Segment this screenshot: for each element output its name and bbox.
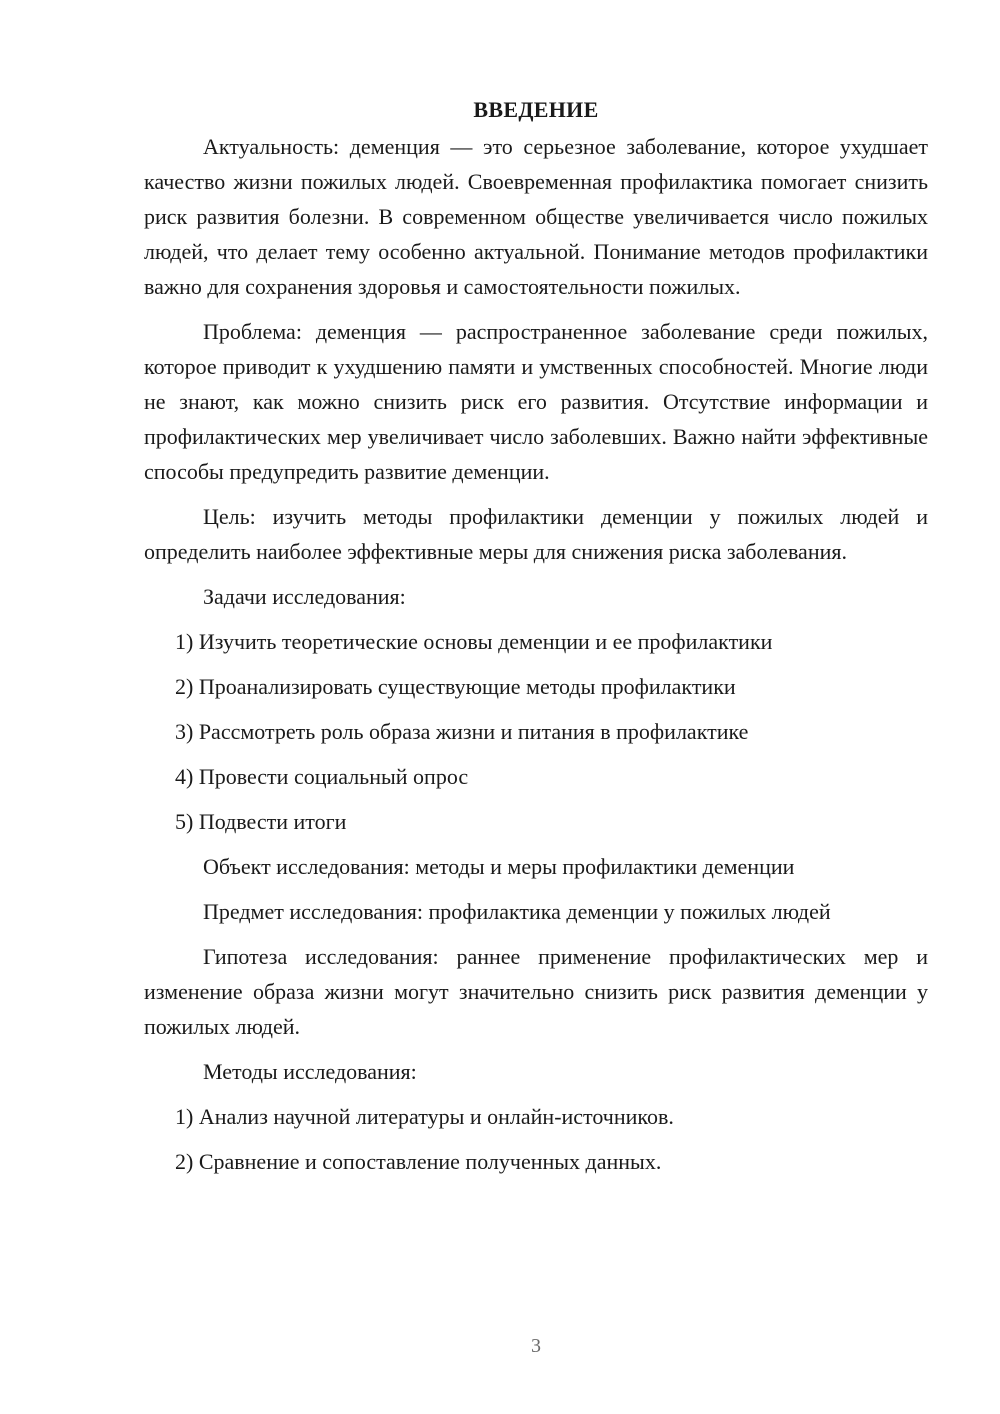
tasks-heading: Задачи исследования: [203, 584, 406, 609]
list-item: 5) Подвести итоги [175, 809, 347, 834]
object-paragraph: Объект исследования: методы и меры профилактики деменции [203, 854, 795, 879]
page-content [144, 92, 928, 1189]
problem-paragraph: Проблема: деменция — распространенное заболевание среди пожилых, которое приводит к ухудшению памяти и умственных способностей. Многие люди не знают, как можно снизить риск его развития. Отсутствие информации и профилактических мер увеличивает число заболевших. Важно найти эффективные способы предупредить развитие деменции. [144, 319, 928, 484]
page-number: 3 [531, 1335, 541, 1357]
methods-list [144, 1099, 928, 1179]
methods-heading: Методы исследования: [203, 1059, 417, 1084]
list-item: 2) Проанализировать существующие методы профилактики [175, 674, 736, 699]
page-title: ВВЕДЕНИЕ [473, 97, 599, 122]
list-item: 1) Анализ научной литературы и онлайн-источников. [175, 1104, 674, 1129]
list-item: 2) Сравнение и сопоставление полученных данных. [175, 1149, 662, 1174]
relevance-paragraph: Актуальность: деменция — это серьезное заболевание, которое ухудшает качество жизни пожилых людей. Своевременная профилактика помогает снизить риск развития болезни. В современном обществе увеличивается число пожилых людей, что делает тему особенно актуальной. Понимание методов профилактики важно для сохранения здоровья и самостоятельности пожилых. [144, 134, 928, 299]
subject-paragraph: Предмет исследования: профилактика деменции у пожилых людей [203, 899, 831, 924]
list-item: 1) Изучить теоретические основы деменции и ее профилактики [175, 629, 773, 654]
list-item: 3) Рассмотреть роль образа жизни и питания в профилактике [175, 719, 749, 744]
tasks-list [144, 624, 928, 839]
goal-paragraph: Цель: изучить методы профилактики деменции у пожилых людей и определить наиболее эффективные меры для снижения риска заболевания. [144, 504, 928, 564]
list-item: 4) Провести социальный опрос [175, 764, 469, 789]
hypothesis-paragraph: Гипотеза исследования: раннее применение профилактических мер и изменение образа жизни могут значительно снизить риск развития деменции у пожилых людей. [144, 944, 928, 1039]
